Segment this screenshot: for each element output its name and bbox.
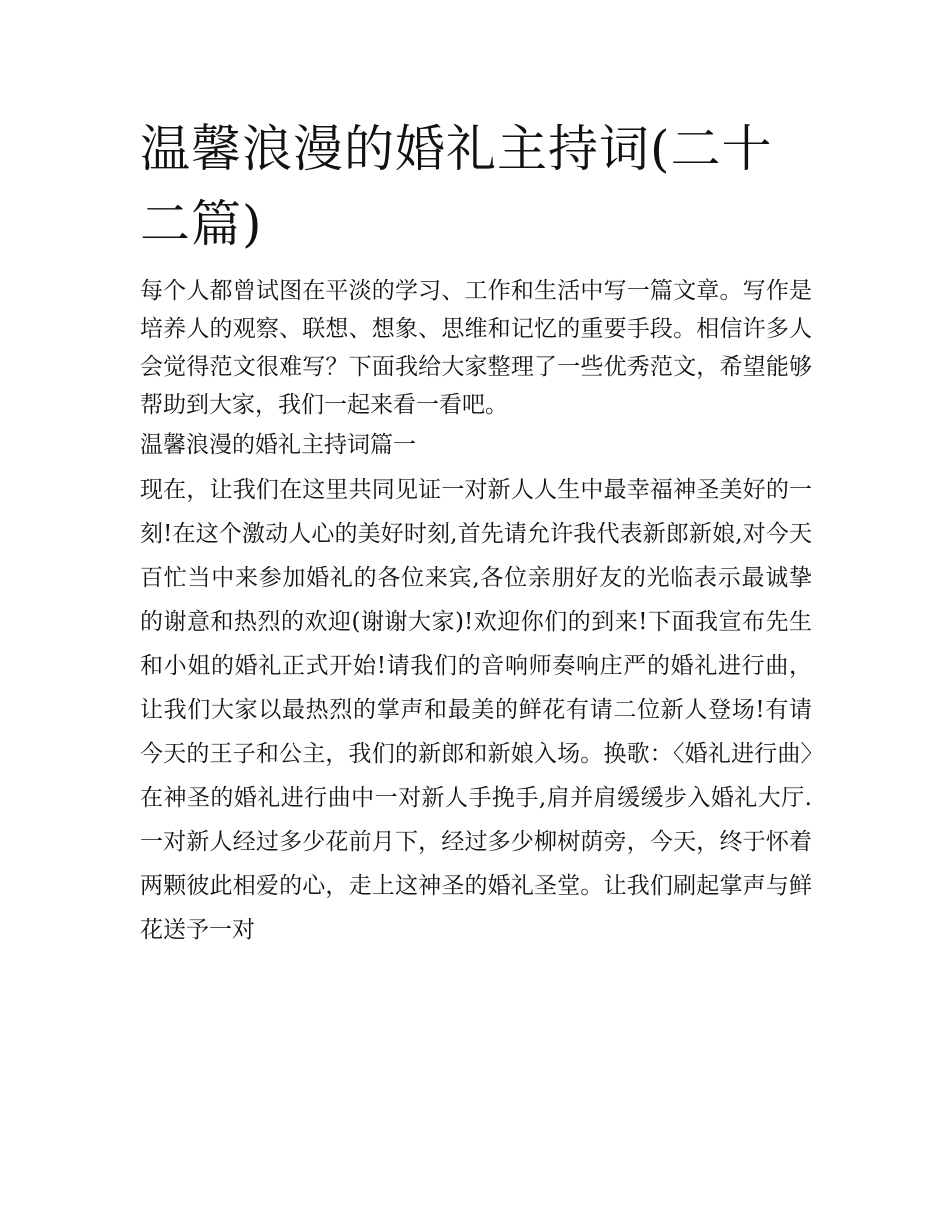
section-heading: 温馨浪漫的婚礼主持词篇一 — [140, 432, 416, 458]
document-content — [140, 112, 812, 952]
intro-paragraph: 每个人都曾试图在平淡的学习、工作和生活中写一篇文章。写作是培养人的观察、联想、想象、思维和记忆的重要手段。相信许多人会觉得范文很难写？下面我给大家整理了一些优秀范文，希望能够帮助到大家，我们一起来看一看吧。 — [140, 278, 812, 418]
body-paragraph: 现在，让我们在这里共同见证一对新人人生中最幸福神圣美好的一刻!在这个激动人心的美好时刻,首先请允许我代表新郎新娘,对今天百忙当中来参加婚礼的各位来宾,各位亲朋好友的光临表示最诚挚的谢意和热烈的欢迎(谢谢大家)!欢迎你们的到来!下面我宣布先生和小姐的婚礼正式开始!请我们的音响师奏响庄严的婚礼进行曲，让我们大家以最热烈的掌声和最美的鲜花有请二位新人登场!有请今天的王子和公主，我们的新郎和新娘入场。换歌：〈婚礼进行曲〉在神圣的婚礼进行曲中一对新人手挽手,肩并肩缓缓步入婚礼大厅.一对新人经过多少花前月下，经过多少柳树荫旁，今天，终于怀着两颗彼此相爱的心，走上这神圣的婚礼圣堂。让我们刷起掌声与鲜花送予一对 — [140, 477, 812, 943]
document-title: 温馨浪漫的婚礼主持词(二十二篇) — [140, 120, 773, 253]
